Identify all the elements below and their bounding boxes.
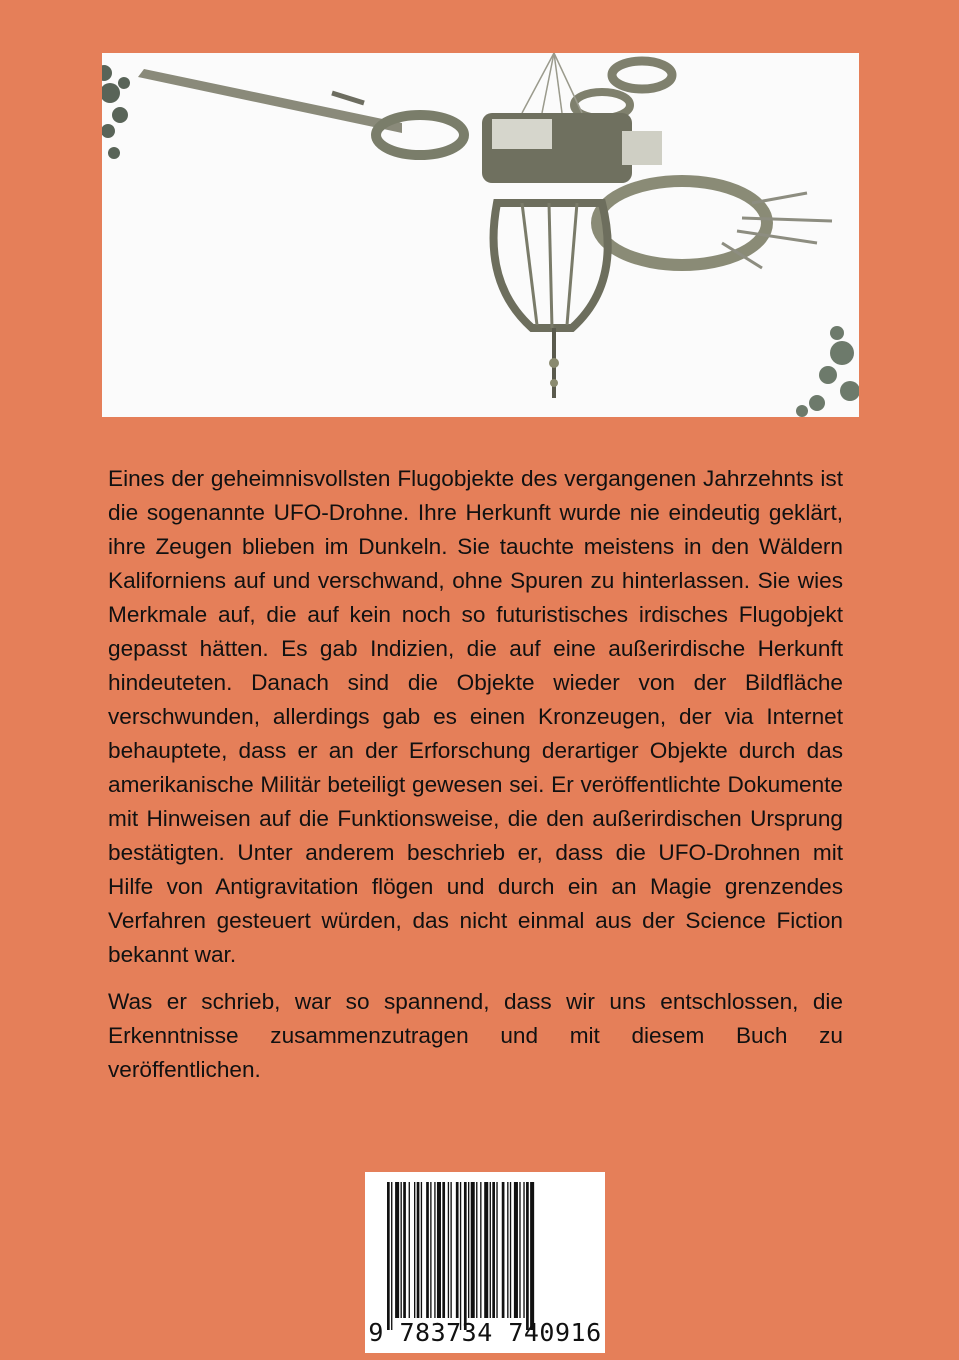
cover-photo xyxy=(102,53,859,417)
barcode-bar xyxy=(430,1182,431,1318)
barcode-bar xyxy=(514,1182,518,1318)
back-cover-blurb xyxy=(108,462,843,1087)
barcode-bar xyxy=(510,1182,511,1318)
barcode-bar xyxy=(426,1182,429,1318)
blurb-paragraph-2: Was er schrieb, war so spannend, dass wir uns entschlossen, die Erkenntnisse zusammenzutragen und mit diesem Buch zu veröffentlichen. xyxy=(108,989,843,1082)
ufo-drone-illustration xyxy=(102,53,859,417)
barcode-bar xyxy=(414,1182,415,1318)
barcode-bar xyxy=(391,1182,392,1330)
barcode-bar xyxy=(519,1182,520,1318)
tree-foliage-left xyxy=(102,65,130,159)
barcode-bar xyxy=(476,1182,477,1318)
barcode-bar xyxy=(417,1182,420,1318)
isbn-barcode xyxy=(365,1172,605,1353)
barcode-bar xyxy=(456,1182,459,1318)
tree-foliage-right xyxy=(796,326,859,417)
barcode-bar xyxy=(507,1182,508,1318)
barcode-bar xyxy=(401,1182,402,1318)
barcode-bar xyxy=(460,1182,461,1330)
barcode-bar xyxy=(496,1182,497,1318)
barcode-bar xyxy=(502,1182,505,1318)
barcode-bar xyxy=(526,1182,529,1330)
barcode-bar xyxy=(468,1182,469,1318)
barcode-bar xyxy=(464,1182,467,1330)
barcode-bar xyxy=(403,1182,406,1318)
barcode-bar xyxy=(387,1182,390,1330)
barcode-bar xyxy=(437,1182,441,1318)
barcode-bar xyxy=(434,1182,435,1318)
barcode-bar xyxy=(409,1182,410,1318)
blurb-paragraph-1: Eines der geheimnisvollsten Flugobjekte des vergangenen Jahrzehnts ist die sogenannte UFO-Drohne. Ihre Herkunft wurde nie eindeutig geklärt, ihre Zeugen blieben im Dunkeln. Sie tauchte meistens in den Wäldern Kaliforniens auf und verschwand, ohne Spuren zu hinterlassen. Sie wies Merkmale auf, die auf kein noch so futuristisches irdisches Flugobjekt gepasst hätten. Es gab Indizien, die auf eine außerirdische Herkunft hindeuteten. Danach sind die Objekte wieder von der Bildfläche verschwunden, allerdings gab es einen Kronzeugen, der via Internet behauptete, dass er an der Erforschung derartiger Objekte durch das amerikanische Militär beteiligt gewesen sei. Er veröffentlichte Dokumente mit Hinweisen auf die Funktionsweise, die den außerirdischen Ursprung bestätigten. Unter anderem beschrieb er, dass die UFO-Drohnen mit Hilfe von Antigravitation flögen und durch ein an Magie grenzendes Verfahren gesteuert würden, das nicht einmal aus der Science Fiction bekannt war. xyxy=(108,466,843,967)
barcode-bar xyxy=(492,1182,495,1318)
barcode-bar xyxy=(530,1182,534,1330)
barcode-bar xyxy=(442,1182,445,1318)
barcode-bar xyxy=(523,1182,524,1318)
isbn-number: 9 783734 740916 xyxy=(368,1318,602,1347)
barcode-bar xyxy=(450,1182,451,1318)
barcode-bar xyxy=(448,1182,449,1318)
barcode-bar xyxy=(490,1182,491,1318)
barcode-bar xyxy=(421,1182,422,1318)
barcode-bar xyxy=(480,1182,481,1318)
barcode-bar xyxy=(395,1182,399,1318)
barcode-bar xyxy=(471,1182,475,1318)
barcode-bar xyxy=(484,1182,488,1318)
